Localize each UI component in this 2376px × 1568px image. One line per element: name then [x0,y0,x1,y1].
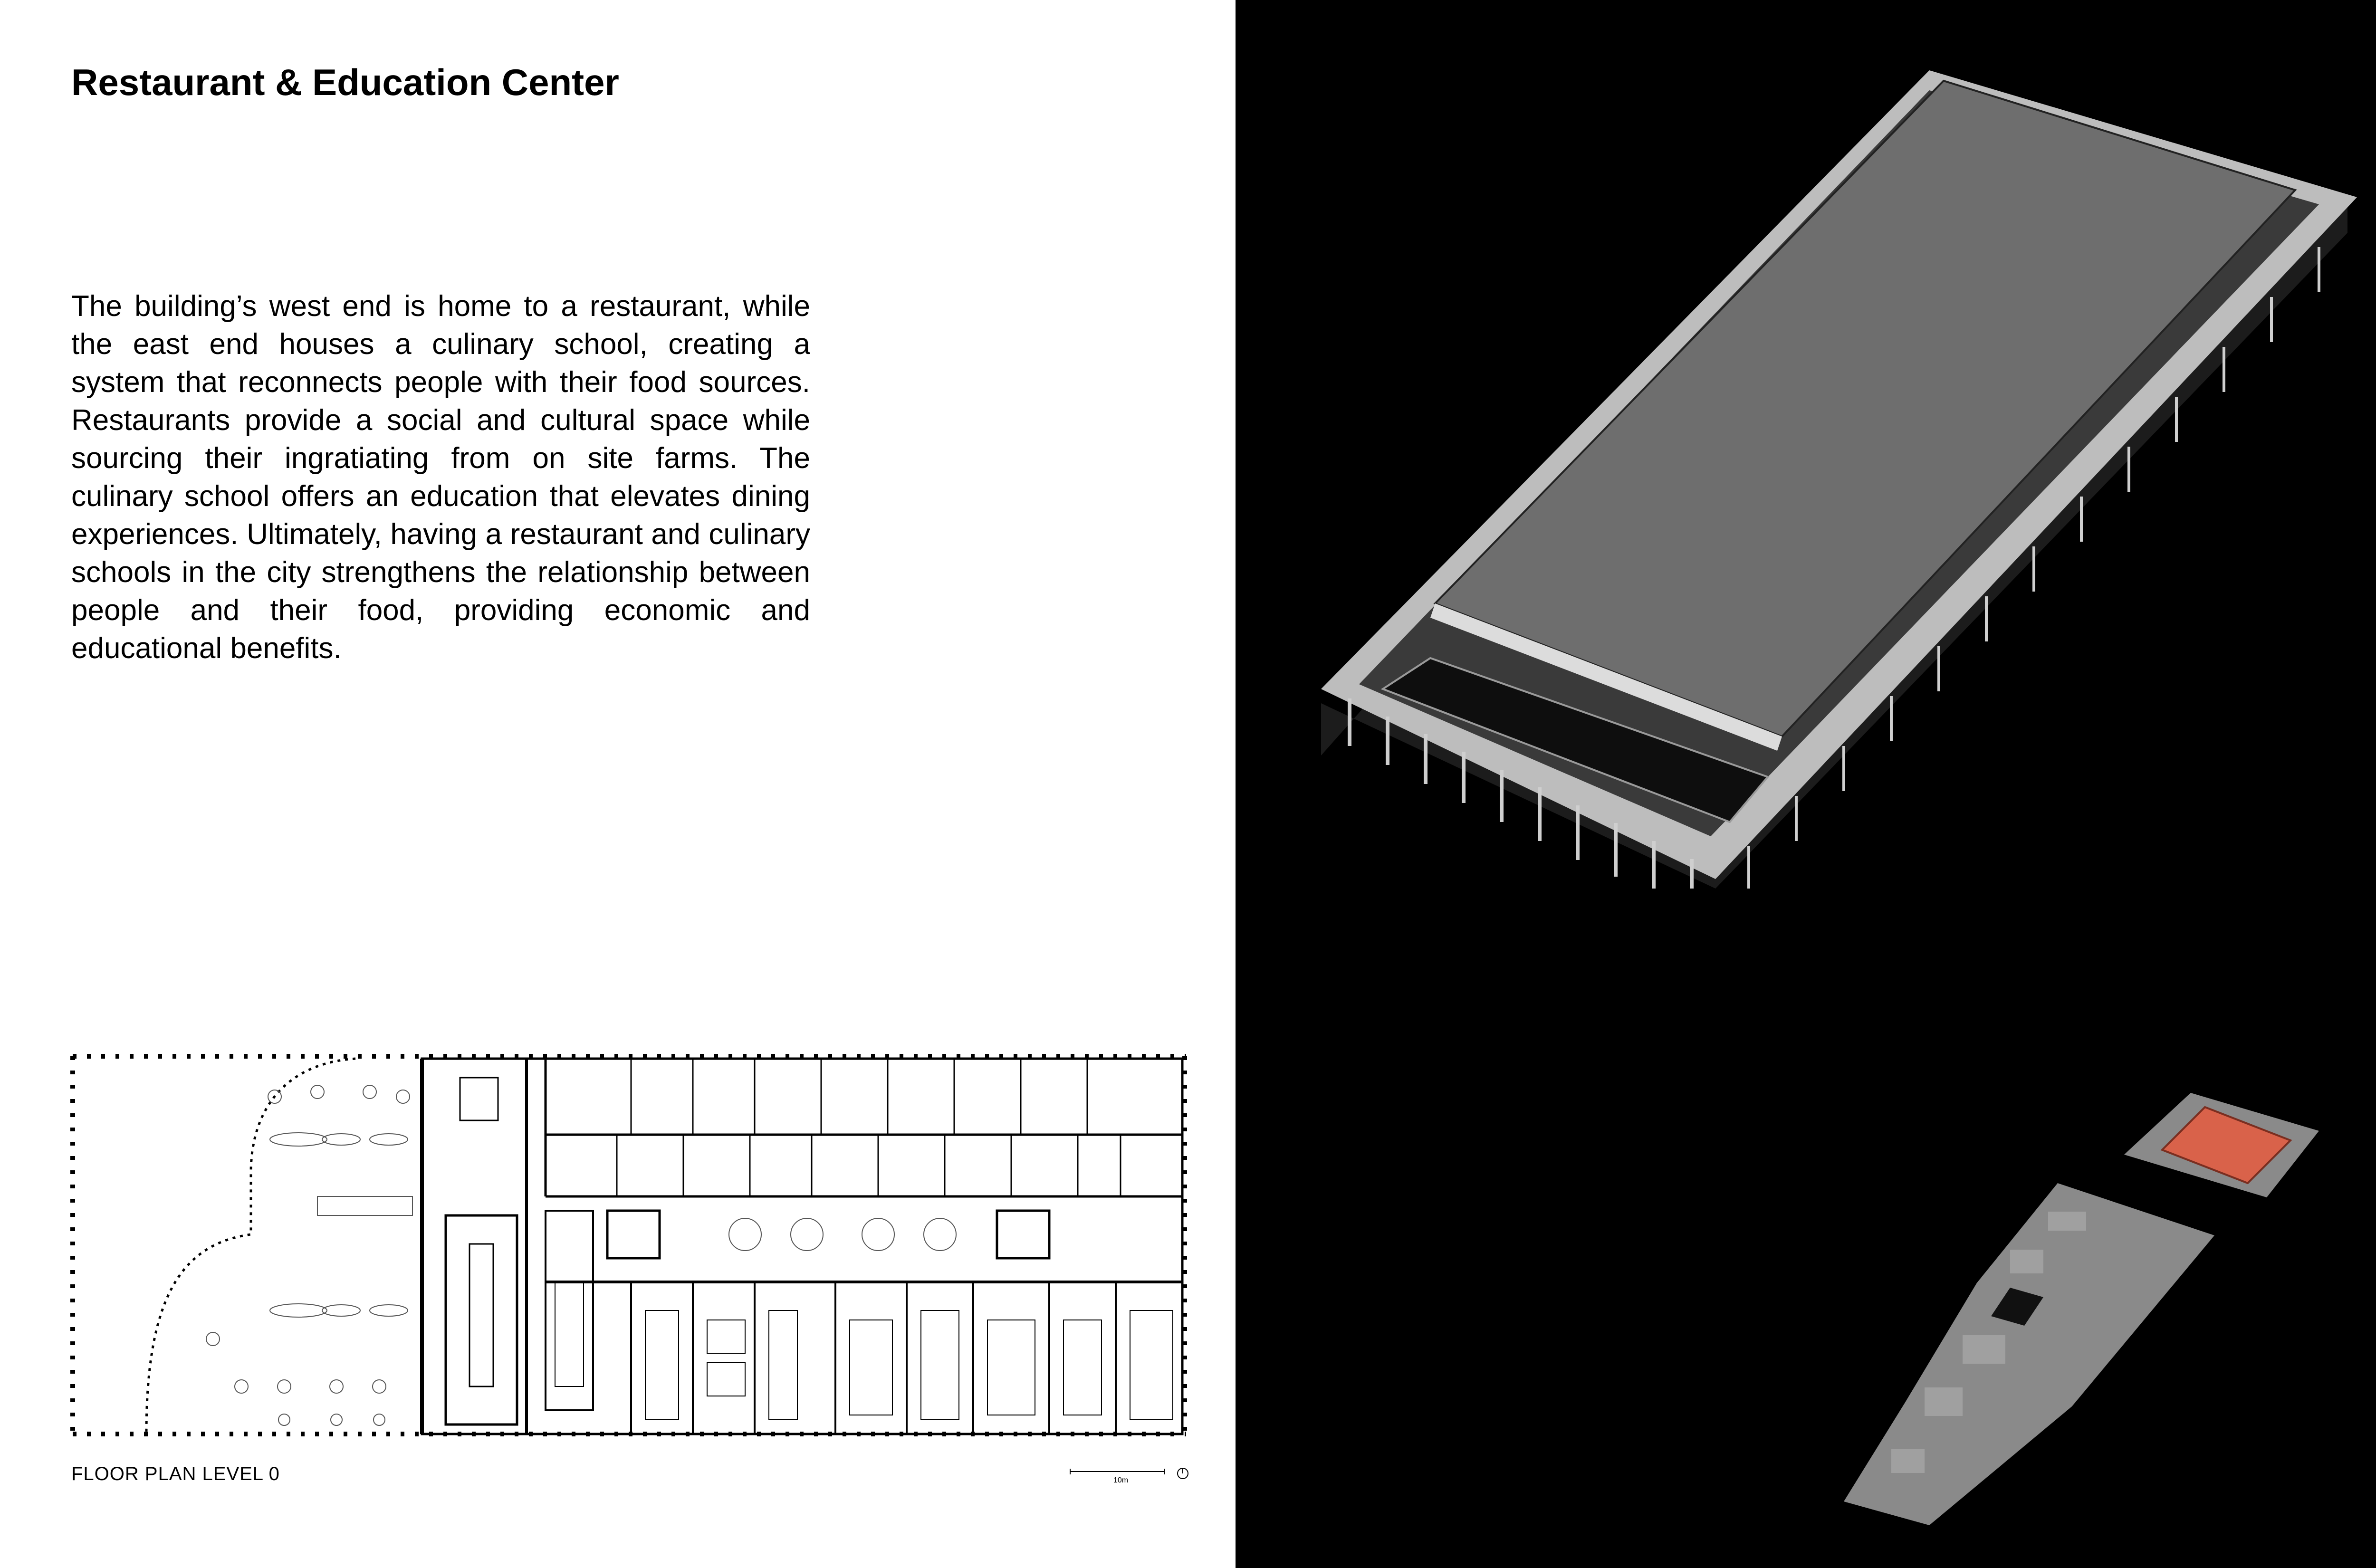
description-text: The building’s west end is home to a restaurant, while the east end houses a culinary school, creating a system that reconnects people with their food sources. Restaurants provide a social and cultural space while sourcing their ingratiating from on site farms. The culinary school offers an education that elevates dining experiences. Ultimately, having a restaurant and culinary schools in the city strengthens the relationship between people and their food, providing economic and educational benefits. [71,290,810,665]
site-context-model [1844,1079,2333,1525]
scale-bar [1069,1466,1188,1485]
north-arrow-icon [1177,1467,1189,1480]
scale-label: 10m [1113,1476,1129,1484]
page-title: Restaurant & Education Center [71,61,619,103]
building-axonometric [1321,62,2366,889]
floor-plan-caption: FLOOR PLAN LEVEL 0 [71,1463,280,1484]
floor-plan-drawing [70,1054,1188,1439]
